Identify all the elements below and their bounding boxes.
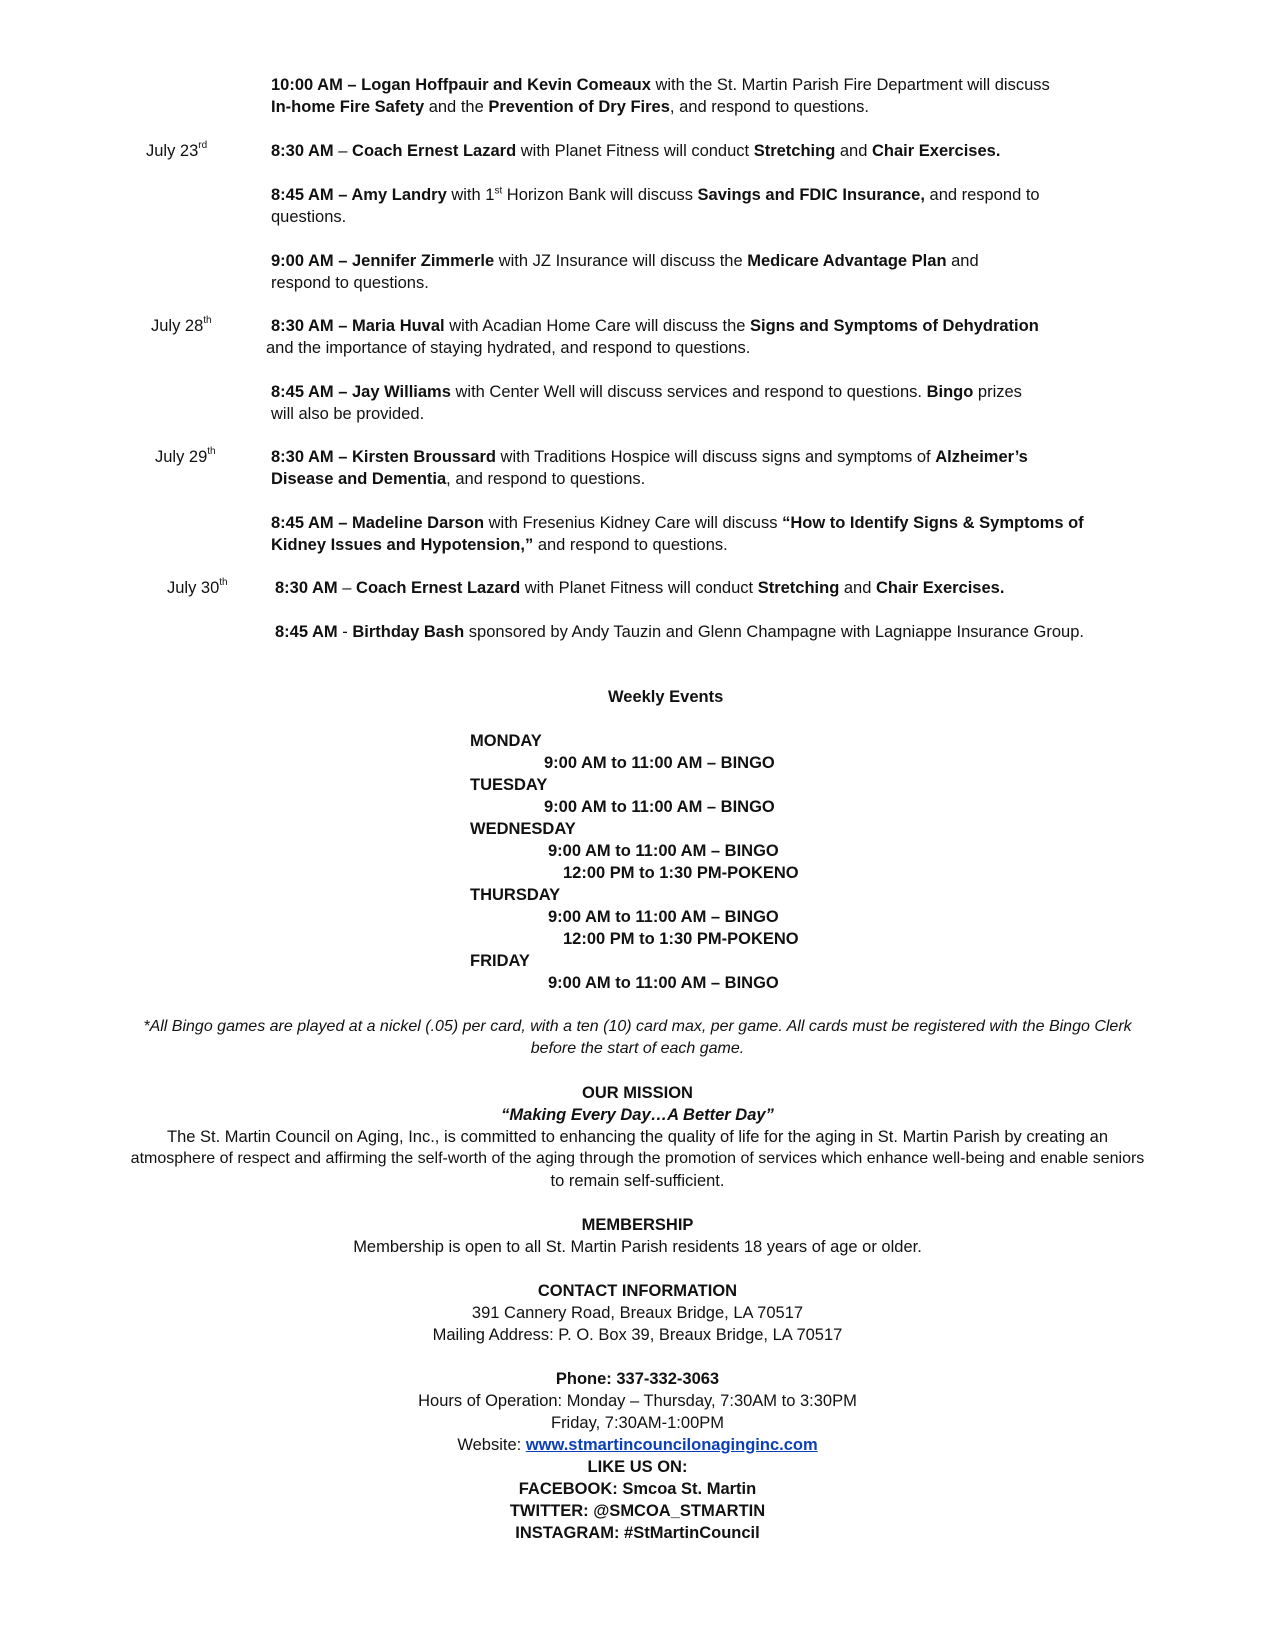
entry-topic: In-home Fire Safety bbox=[271, 98, 425, 116]
schedule-date: July 30th bbox=[167, 576, 228, 597]
weekly-slot: 12:00 PM to 1:30 PM-POKENO bbox=[563, 864, 799, 882]
mission-heading: OUR MISSION bbox=[582, 1084, 693, 1102]
entry-topic: Stretching bbox=[757, 579, 840, 597]
schedule-entry: 8:30 AM – Coach Ernest Lazard with Planet Fitness will conduct Stretching and Chair Exercises. bbox=[271, 142, 1001, 160]
entry-topic: Prevention of Dry Fires bbox=[488, 98, 670, 116]
social-instagram: INSTAGRAM: #StMartinCouncil bbox=[515, 1524, 760, 1542]
weekly-events-title: Weekly Events bbox=[608, 688, 724, 706]
entry-topic: “How to Identify Signs & Symptoms of Kidney Issues and Hypotension,” bbox=[271, 514, 1084, 554]
schedule-date: July 29th bbox=[155, 445, 216, 466]
entry-topic: Bingo bbox=[926, 383, 974, 401]
bingo-note: *All Bingo games are played at a nickel (.05) per card, with a ten (10) card max, per game. All cards must be registered with the Bingo Clerk bbox=[143, 1018, 1132, 1035]
weekly-day: MONDAY bbox=[470, 732, 542, 750]
entry-speaker: Coach Ernest Lazard bbox=[356, 579, 521, 597]
entry-time-speaker: 9:00 AM – Jennifer Zimmerle bbox=[271, 252, 495, 270]
schedule-date: July 23rd bbox=[146, 139, 208, 160]
entry-time: 8:45 AM bbox=[275, 623, 338, 641]
contact-hours: Hours of Operation: Monday – Thursday, 7:30AM to 3:30PM bbox=[418, 1392, 857, 1410]
mission-text: to remain self-sufficient. bbox=[550, 1172, 725, 1190]
weekly-slot: 12:00 PM to 1:30 PM-POKENO bbox=[563, 930, 799, 948]
entry-speaker: Coach Ernest Lazard bbox=[352, 142, 517, 160]
entry-time-speaker: 8:45 AM – Madeline Darson bbox=[271, 514, 485, 532]
weekly-day: TUESDAY bbox=[470, 776, 548, 794]
weekly-slot: 9:00 AM to 11:00 AM – BINGO bbox=[548, 974, 779, 992]
membership-heading: MEMBERSHIP bbox=[581, 1216, 694, 1234]
entry-time-speaker: 8:30 AM – Kirsten Broussard bbox=[271, 448, 496, 466]
schedule-date: July 28th bbox=[151, 314, 212, 335]
weekly-slot: 9:00 AM to 11:00 AM – BINGO bbox=[548, 908, 779, 926]
weekly-day: WEDNESDAY bbox=[470, 820, 576, 838]
weekly-slot: 9:00 AM to 11:00 AM – BINGO bbox=[548, 842, 779, 860]
schedule-entry: 9:00 AM – Jennifer Zimmerle with JZ Insurance will discuss the Medicare Advantage Plan and respond to questions. bbox=[271, 252, 979, 292]
membership-text: Membership is open to all St. Martin Parish residents 18 years of age or older. bbox=[353, 1238, 922, 1256]
entry-topic: Medicare Advantage Plan bbox=[747, 252, 947, 270]
website-link[interactable]: www.stmartincouncilonaginginc.com bbox=[525, 1436, 818, 1454]
schedule-entry: 10:00 AM – Logan Hoffpauir and Kevin Comeaux with the St. Martin Parish Fire Department will discuss In-home Fire Safety and the Prevention of Dry Fires, and respond to questions. bbox=[271, 76, 1050, 116]
weekly-slot: 9:00 AM to 11:00 AM – BINGO bbox=[544, 798, 775, 816]
schedule-entry: 8:45 AM – Amy Landry with 1st Horizon Bank will discuss Savings and FDIC Insurance, and respond to questions. bbox=[271, 185, 1040, 226]
entry-time-speaker: 8:45 AM – Jay Williams bbox=[271, 383, 451, 401]
entry-time-speaker: 10:00 AM – Logan Hoffpauir and Kevin Comeaux bbox=[271, 76, 651, 94]
schedule-entry: 8:45 AM – Madeline Darson with Fresenius Kidney Care will discuss “How to Identify Signs & Symptoms of Kidney Issues and Hypotension,” and respond to questions. bbox=[271, 514, 1084, 554]
schedule-entry: 8:45 AM - Birthday Bash sponsored by Andy Tauzin and Glenn Champagne with Lagniappe Insurance Group. bbox=[275, 623, 1084, 641]
social-heading: LIKE US ON: bbox=[587, 1458, 688, 1476]
entry-time-speaker: 8:30 AM – Maria Huval bbox=[271, 317, 445, 335]
entry-event: Birthday Bash bbox=[352, 623, 465, 641]
weekly-day: FRIDAY bbox=[470, 952, 530, 970]
contact-phone: Phone: 337-332-3063 bbox=[555, 1370, 720, 1388]
entry-topic: Stretching bbox=[753, 142, 836, 160]
weekly-slot: 9:00 AM to 11:00 AM – BINGO bbox=[544, 754, 775, 772]
mission-slogan: “Making Every Day…A Better Day” bbox=[501, 1106, 774, 1124]
weekly-day: THURSDAY bbox=[470, 886, 561, 904]
contact-website-line bbox=[0, 1434, 1275, 1456]
entry-time-speaker: 8:45 AM – Amy Landry bbox=[271, 186, 447, 204]
schedule-entry: 8:30 AM – Maria Huval with Acadian Home Care will discuss the Signs and Symptoms of Dehydration bbox=[271, 317, 1039, 335]
entry-topic: Signs and Symptoms of Dehydration bbox=[750, 317, 1039, 335]
mission-text: atmosphere of respect and affirming the self-worth of the aging through the promotion of services which enhance well-being and enable seniors bbox=[130, 1150, 1145, 1167]
schedule-entry: 8:30 AM – Coach Ernest Lazard with Planet Fitness will conduct Stretching and Chair Exercises. bbox=[275, 579, 1005, 597]
social-twitter: TWITTER: @SMCOA_STMARTIN bbox=[509, 1502, 766, 1520]
contact-hours: Friday, 7:30AM-1:00PM bbox=[550, 1414, 724, 1432]
contact-heading: CONTACT INFORMATION bbox=[537, 1282, 738, 1300]
social-facebook: FACEBOOK: Smcoa St. Martin bbox=[518, 1480, 757, 1498]
entry-topic: Chair Exercises. bbox=[872, 142, 1001, 160]
schedule-entry: 8:30 AM – Kirsten Broussard with Traditions Hospice will discuss signs and symptoms of Alzheimer’s Disease and Dementia, and respond to questions. bbox=[271, 448, 1028, 488]
schedule-entry-continuation: and the importance of staying hydrated, and respond to questions. bbox=[266, 339, 751, 357]
entry-time: 8:30 AM bbox=[271, 142, 334, 160]
contact-address: 391 Cannery Road, Breaux Bridge, LA 70517 bbox=[471, 1304, 804, 1322]
entry-topic: Chair Exercises. bbox=[876, 579, 1005, 597]
schedule-entry: 8:45 AM – Jay Williams with Center Well will discuss services and respond to questions. Bingo prizes will also be provided. bbox=[271, 383, 1022, 423]
contact-mailing: Mailing Address: P. O. Box 39, Breaux Bridge, LA 70517 bbox=[432, 1326, 843, 1344]
mission-text: The St. Martin Council on Aging, Inc., is committed to enhancing the quality of life for the aging in St. Martin Parish by creating an bbox=[167, 1128, 1108, 1146]
website-label: Website: bbox=[457, 1436, 526, 1454]
entry-time: 8:30 AM bbox=[275, 579, 338, 597]
bingo-note: before the start of each game. bbox=[530, 1040, 745, 1057]
entry-topic: Savings and FDIC Insurance, bbox=[697, 186, 925, 204]
entry-topic: Alzheimer’s Disease and Dementia bbox=[271, 448, 1028, 488]
